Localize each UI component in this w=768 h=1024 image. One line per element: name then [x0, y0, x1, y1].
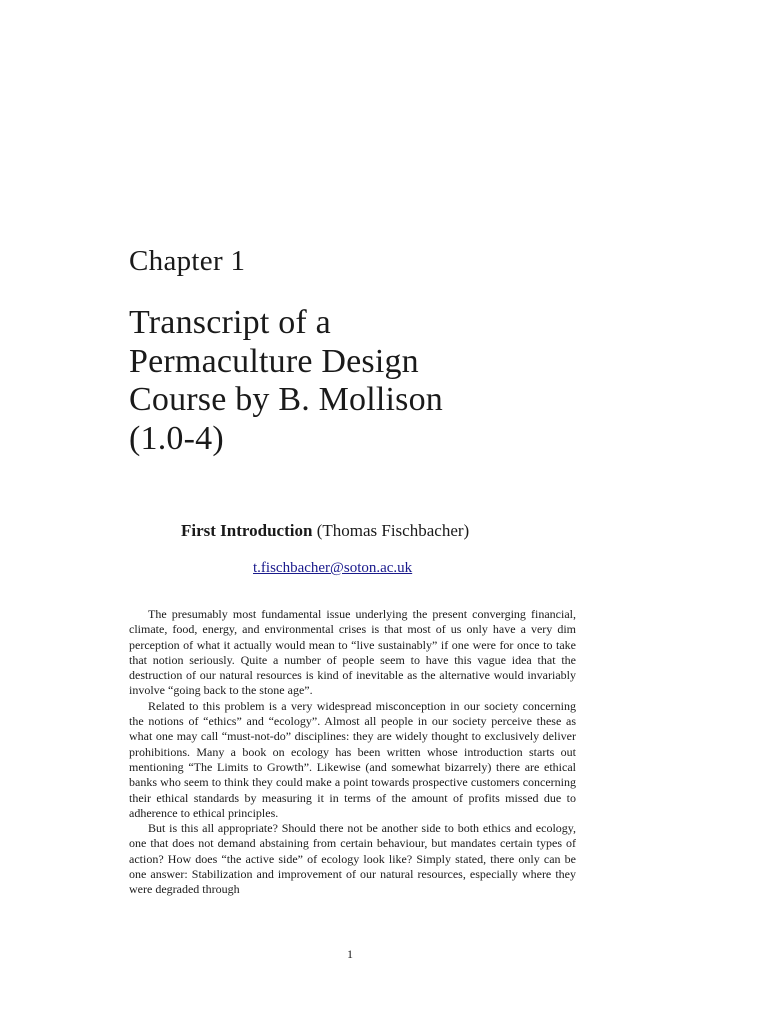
- page-number: 1: [347, 947, 353, 961]
- section-title: First Introduction: [181, 521, 313, 540]
- body-text: [129, 607, 576, 898]
- section-heading: [181, 520, 469, 542]
- chapter-title-line: Permaculture Design: [129, 342, 419, 380]
- chapter-title-line: Transcript of a: [129, 304, 331, 341]
- section-author: (Thomas Fischbacher): [316, 521, 470, 540]
- paragraph: Related to this problem is a very widespread misconception in our society concerning the notions of “ethics” and “ecology”. Almost all people in our society perceive these as what one may call “must-not-do” disciplines: they are widely thought to exclusively deliver prohibitions. Many a book on ecology has been written whose introduction starts out mentioning “The Limits to Growth”. Likewise (and somewhat bizarrely) there are ethical banks who seem to think they could make a point towards prospective customers concerning their ethical standards by measuring it in terms of the amount of profits missed due to adherence to ethical principles.: [129, 698, 576, 820]
- chapter-title-line: Course by B. Mollison: [129, 381, 444, 418]
- author-email: [253, 558, 412, 578]
- chapter-label: Chapter 1: [129, 245, 246, 277]
- email-link[interactable]: t.fischbacher@soton.ac.uk: [253, 560, 413, 576]
- chapter-title: [129, 304, 599, 458]
- paragraph: But is this all appropriate? Should there not be another side to both ethics and ecology, one that does not demand abstaining from certain behaviour, but mandates certain types of action? How does “the active side” of ecology look like? Simply stated, there only can be one answer: Stabilization and improvement of our natural resources, especially where they were degraded through: [129, 821, 576, 897]
- paragraph: The presumably most fundamental issue underlying the present converging financial, climate, food, energy, and environmental crises is that most of us only have a very dim perception of what it actually would mean to “live sustainably” if one were for once to take that notion seriously. Quite a number of people seem to have this vague idea that the destruction of our natural resources is kind of inevitable as the alternative would invariably involve “going back to the stone age”.: [129, 607, 576, 698]
- chapter-title-line: (1.0-4): [129, 419, 224, 457]
